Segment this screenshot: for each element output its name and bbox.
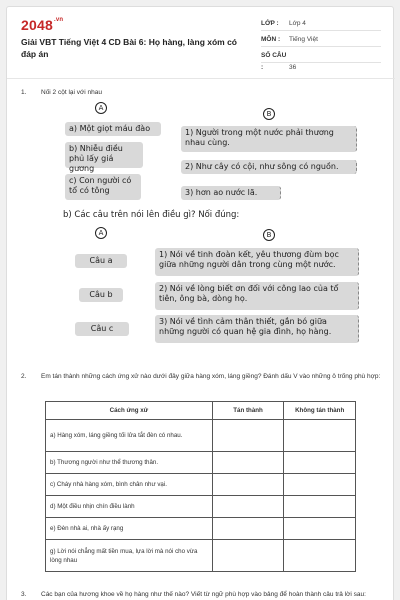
behavior-cell: d) Một điều nhịn chín điều lành (46, 496, 213, 518)
column-c-label: A (95, 227, 107, 239)
item-b: b) Nhiễu điều phủ lấy giá gương (65, 142, 143, 168)
label-cau-a: Câu a (75, 254, 127, 268)
table-row (46, 420, 356, 452)
disagree-cell[interactable] (284, 496, 356, 518)
site-logo[interactable] (21, 17, 63, 33)
column-d-label: B (263, 229, 275, 241)
table-row (46, 496, 356, 518)
column-b-label: B (263, 108, 275, 120)
question-text: Nối 2 cột lại với nhau (41, 89, 102, 96)
behavior-cell: e) Đèn nhà ai, nhà ấy rạng (46, 518, 213, 540)
question-text: Các bạn của hương khoe về họ hàng như thế nào? Viết từ ngữ phù hợp vào bảng để hoàn thành câu trả lời sau: (41, 591, 366, 598)
question-number: 1. (21, 89, 27, 96)
agree-cell[interactable] (212, 420, 284, 452)
column-a-label: A (95, 102, 107, 114)
label-cau-c: Câu c (75, 322, 129, 336)
logo-text: 2048 (21, 17, 53, 33)
agree-cell[interactable] (212, 496, 284, 518)
disagree-cell[interactable] (284, 452, 356, 474)
page-title: Giải VBT Tiếng Việt 4 CD Bài 6: Họ hàng, làng xóm có đáp án (21, 37, 238, 59)
meaning-1: 1) Nói về tinh đoàn kết, yêu thương đùm bọc giữa những người dân trong cùng một nước. (155, 248, 359, 276)
label-cau-b: Câu b (79, 288, 123, 302)
meta-key: SỐ CÂU : (261, 52, 287, 71)
table-row (46, 518, 356, 540)
meaning-2: 2) Nói về lòng biết ơn đối với công lao của tổ tiên, ông bà, dòng họ. (155, 282, 359, 310)
agree-cell[interactable] (212, 540, 284, 572)
meta-value: Tiếng Việt (289, 36, 318, 43)
meta-grade (261, 18, 381, 31)
header-disagree: Không tán thành (284, 402, 356, 420)
meta-subject (261, 34, 381, 47)
agree-cell[interactable] (212, 518, 284, 540)
question-number: 3. (21, 591, 27, 598)
question-text: Em tán thành những cách ứng xử nào dưới đây giữa hàng xóm, láng giềng? Đánh dấu V vào những ô trống phù hợp: (41, 373, 381, 380)
meta-key: MÔN : (261, 36, 281, 43)
meta-question-count (261, 50, 381, 71)
document-card (6, 6, 394, 600)
meta-value: Lớp 4 (289, 20, 306, 27)
behavior-cell: b) Thương người như thể thương thân. (46, 452, 213, 474)
header-agree: Tán thành (212, 402, 284, 420)
disagree-cell[interactable] (284, 540, 356, 572)
disagree-cell[interactable] (284, 420, 356, 452)
disagree-cell[interactable] (284, 518, 356, 540)
meaning-3: 3) Nói về tình cảm thân thiết, gắn bó giữa những người có quan hệ gia đình, họ hàng. (155, 315, 359, 343)
meta-key: LỚP : (261, 20, 279, 27)
sub-question: b) Các câu trên nói lên điều gì? Nối đúng: (63, 210, 240, 220)
item-c: c) Con người có tổ có tông (65, 174, 141, 200)
behavior-cell: a) Hàng xóm, láng giềng tối lửa tắt đèn có nhau. (46, 420, 213, 452)
evaluation-table (45, 401, 356, 572)
agree-cell[interactable] (212, 452, 284, 474)
behavior-cell: g) Lời nói chẳng mất tiền mua, lựa lời mà nói cho vừa lòng nhau (46, 540, 213, 572)
item-1: 1) Người trong một nước phải thương nhau cùng. (181, 126, 357, 152)
behavior-cell: c) Cháy nhà hàng xóm, bình chân như vại. (46, 474, 213, 496)
logo-suffix: .vn (53, 17, 64, 23)
table-header-row (46, 402, 356, 420)
table-row (46, 452, 356, 474)
table-row (46, 474, 356, 496)
meta-value: 36 (289, 64, 297, 71)
question-number: 2. (21, 373, 27, 380)
item-a: a) Một giọt máu đào (65, 122, 161, 136)
item-2: 2) Như cây có cội, như sông có nguồn. (181, 160, 357, 174)
agree-cell[interactable] (212, 474, 284, 496)
matching-exercise-image (63, 102, 363, 352)
item-3: 3) hơn ao nước lã. (181, 186, 281, 200)
table-row (46, 540, 356, 572)
disagree-cell[interactable] (284, 474, 356, 496)
header-behavior: Cách ứng xử (46, 402, 213, 420)
document-header (7, 7, 395, 79)
